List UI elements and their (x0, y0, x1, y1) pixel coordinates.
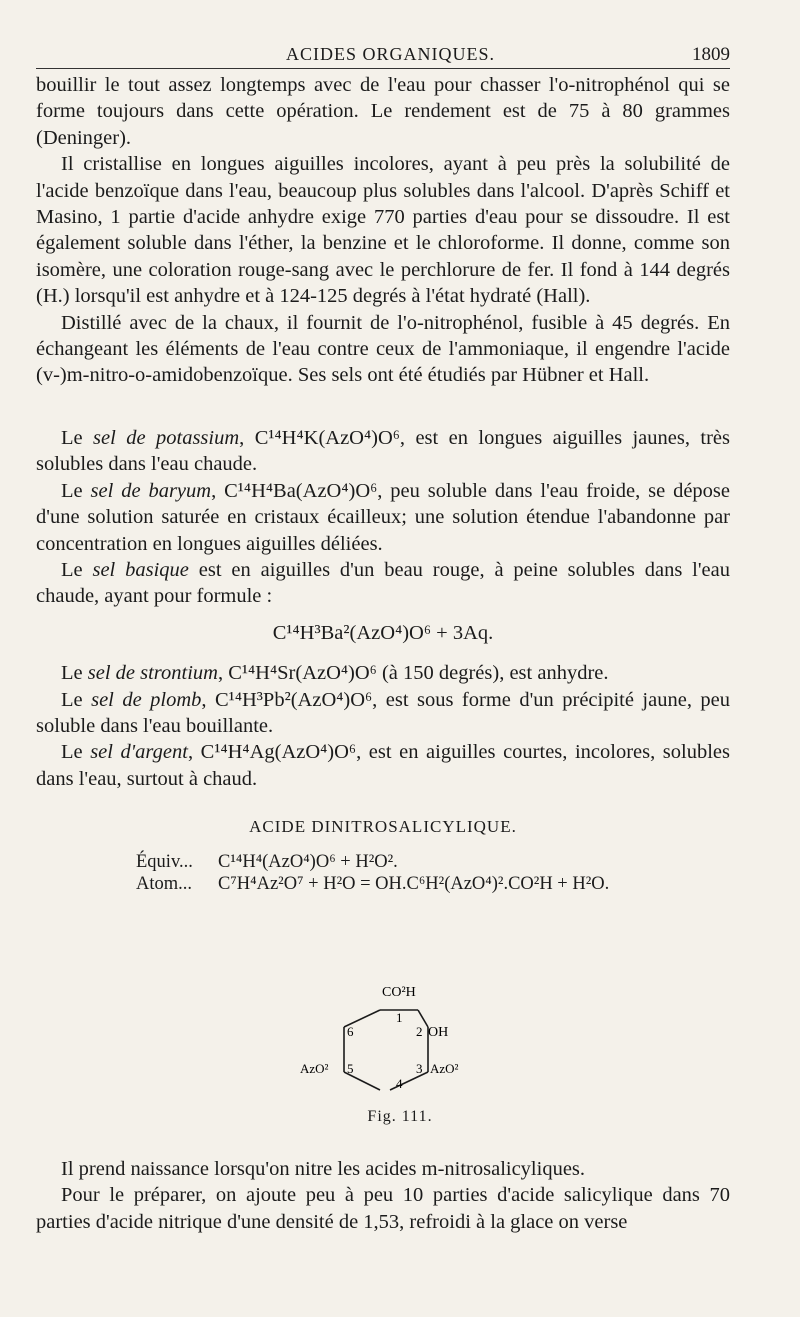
figure-caption: Fig. 111. (367, 1108, 433, 1125)
salt-strontium: Le sel de strontium, C¹⁴H⁴Sr(AzO⁴)O⁶ (à 150 degrés), est anhydre. (61, 662, 609, 685)
top-group: CO²H (382, 985, 416, 1000)
equiv-formula: C¹⁴H⁴(AzO⁴)O⁶ + H²O². (218, 851, 398, 872)
running-title: ACIDES ORGANIQUES. (286, 44, 496, 64)
atom-label: Atom... (136, 873, 193, 894)
main-text (36, 72, 730, 895)
position-label: 6 (347, 1024, 354, 1039)
position-label: 1 (396, 1010, 403, 1025)
equiv-label: Équiv... (136, 851, 193, 872)
position-label: 2 (416, 1024, 423, 1039)
page-header (36, 40, 730, 68)
salt-potassium: Le sel de potassium, C¹⁴H⁴K(AzO⁴)O⁶, est en longues aiguilles jaunes, très solubles dans l'eau chaude. (36, 426, 730, 476)
header-rule (36, 68, 730, 69)
salt-plomb: Le sel de plomb, C¹⁴H³Pb²(AzO⁴)O⁶, est sous forme d'un précipité jaune, peu soluble dans l'eau bouillante. (36, 688, 731, 737)
salt-name: sel d'argent (90, 741, 188, 764)
salt-name: sel de strontium (87, 662, 218, 685)
basique-formula: C¹⁴H³Ba²(AzO⁴)O⁶ + 3Aq. (272, 621, 494, 644)
left-group: AzO² (300, 1061, 329, 1076)
position-label: 3 (416, 1061, 423, 1076)
right-group: OH (428, 1025, 449, 1040)
paragraph: Distillé avec de la chaux, il fournit de l'o-nitrophénol, fusible à 45 degrés. En échangeant les éléments de l'eau contre ceux de l'ammoniaque, il engendre l'acide (v-)m-nitro-o-amidobenzoïque. Ses sels ont été étudiés par Hübner et Hall. (36, 311, 730, 387)
salt-name: sel de plomb (91, 688, 202, 711)
page-number: 1809 (692, 44, 730, 65)
right-bottom-group: AzO² (430, 1061, 459, 1076)
hexagon (344, 1010, 428, 1090)
section-title: ACIDE DINITROSALICYLIQUE. (249, 817, 517, 837)
salt-name: sel basique (92, 558, 189, 581)
paragraph: Pour le préparer, on ajoute peu à peu 10 parties d'acide salicylique dans 70 parties d'acide nitrique d'une densité de 1,53, refroidi à la glace on verse (36, 1184, 730, 1233)
paragraph: Il prend naissance lorsqu'on nitre les acides m-nitrosalicyliques. (61, 1158, 586, 1180)
equiv-line (136, 851, 730, 873)
tail-text (36, 1156, 730, 1235)
paragraph: bouillir le tout assez longtemps avec de l'eau pour chasser l'o-nitrophénol qui se forme toujours dans cette opération. Le rendement est de 75 à 80 grammes (Deninger). (36, 74, 730, 149)
atom-line (136, 873, 730, 895)
atom-formula: C⁷H⁴Az²O⁷ + H²O = OH.C⁶H²(AzO⁴)².CO²H + H²O. (218, 873, 610, 894)
salt-baryum: Le sel de baryum, C¹⁴H⁴Ba(AzO⁴)O⁶, peu soluble dans l'eau froide, se dépose d'une solution saturée en cristaux écailleux; une solution étendue l'abandonne par concentration en longues aiguilles déliées. (36, 479, 730, 555)
paragraph: Il cristallise en longues aiguilles incolores, ayant à peu près la solubilité de l'acide benzoïque dans l'eau, beaucoup plus solubles dans l'alcool. D'après Schiff et Masino, 1 partie d'acide anhydre exige 770 parties d'eau pour se dissoudre. Il est également soluble dans l'éther, la benzine et le chloroforme. Il donne, comme son isomère, une coloration rouge-sang avec le perchlorure de fer. Il fond à 144 degrés (H.) lorsqu'il est anhydre et à 124-125 degrés à l'état hydraté (Hall). (36, 153, 730, 308)
salt-basique: Le sel basique est en aiguilles d'un beau rouge, à peine solubles dans l'eau chaude, ayant pour formule : (36, 558, 730, 608)
salt-name: sel de baryum (90, 479, 212, 502)
salt-name: sel de potassium (93, 426, 240, 449)
position-label: 4 (396, 1076, 403, 1091)
salt-argent: Le sel d'argent, C¹⁴H⁴Ag(AzO⁴)O⁶, est en aiguilles courtes, incolores, solubles dans l'eau, surtout à chaud. (36, 741, 730, 790)
position-label: 5 (347, 1061, 354, 1076)
spacer (36, 389, 730, 425)
